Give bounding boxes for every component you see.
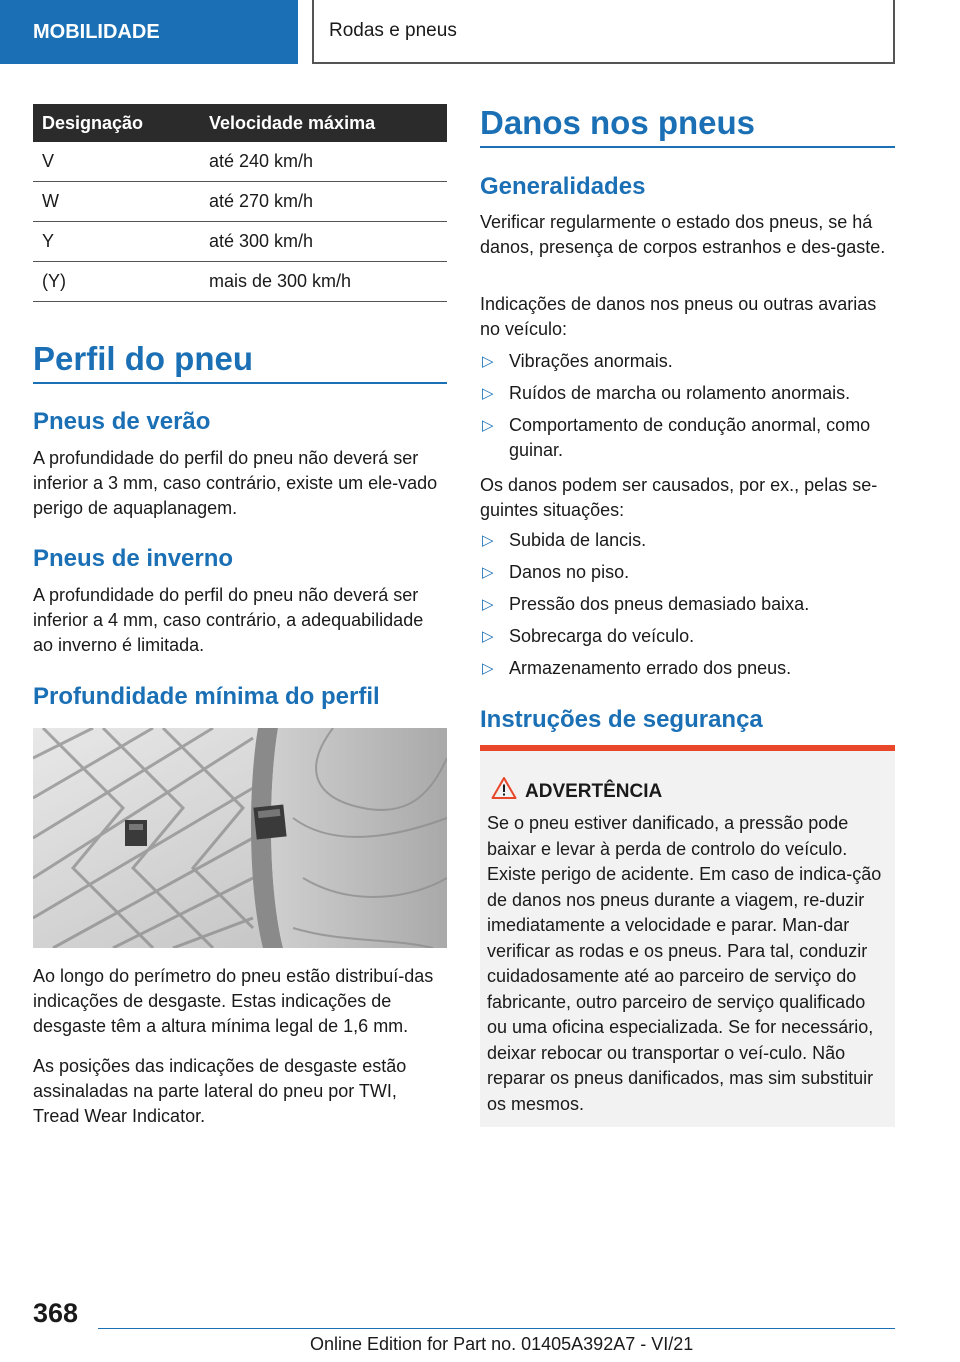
triangle-bullet-icon: ▷: [482, 628, 494, 645]
triangle-bullet-icon: ▷: [482, 564, 494, 581]
warning-triangle-icon: [491, 776, 517, 800]
list-item: ▷ Danos no piso.: [480, 560, 895, 585]
speed-table: [33, 104, 447, 302]
table-row: [33, 182, 447, 222]
perfil-title: Perfil do pneu: [33, 340, 447, 384]
verao-text: A profundidade do perfil do pneu não deverá ser inferior a 3 mm, caso contrário, existe um ele-vado perigo de aquaplanagem.: [33, 448, 438, 518]
list-item: ▷ Armazenamento errado dos pneus.: [480, 656, 895, 681]
edition-text: Online Edition for Part no. 01405A392A7 - VI/21: [310, 1334, 694, 1354]
list-item: ▷ Sobrecarga do veículo.: [480, 624, 895, 649]
table-cell: até 270 km/h: [200, 182, 447, 222]
list-item: ▷ Pressão dos pneus demasiado baixa.: [480, 592, 895, 617]
table-header-row: [33, 104, 447, 142]
chapter-label: Rodas e pneus: [329, 20, 457, 41]
indicacoes-list: [480, 349, 895, 470]
inverno-text: A profundidade do perfil do pneu não deverá ser inferior a 4 mm, caso contrário, a adequabilidade ao inverno é limitada.: [33, 585, 424, 655]
causas-list: [480, 528, 895, 688]
inverno-heading: Pneus de inverno: [33, 545, 234, 572]
minima-heading: Profundidade mínima do perfil: [33, 683, 380, 710]
table-row: [33, 222, 447, 262]
page-number: 368: [33, 1298, 79, 1328]
danos-title: Danos nos pneus: [480, 104, 895, 148]
section-label: MOBILIDADE: [33, 20, 160, 43]
tire-tread-illustration: [33, 728, 447, 948]
causas-text: Os danos podem ser causados, por ex., pelas se-guintes situações:: [480, 475, 878, 520]
table-cell: até 240 km/h: [200, 142, 447, 182]
list-item: ▷ Subida de lancis.: [480, 528, 895, 553]
triangle-bullet-icon: ▷: [482, 385, 494, 402]
table-cell: V: [33, 142, 200, 182]
triangle-bullet-icon: ▷: [482, 353, 494, 370]
table-cell: mais de 300 km/h: [200, 262, 447, 302]
list-item: ▷ Vibrações anormais.: [480, 349, 895, 374]
triangle-bullet-icon: ▷: [482, 660, 494, 677]
table-row: [33, 262, 447, 302]
footer-divider: [98, 1328, 895, 1329]
minima-text-1: Ao longo do perímetro do pneu estão distribuí-das indicações de desgaste. Estas indicações de desgaste têm a altura mínima legal de 1,6 mm.: [33, 966, 434, 1036]
section-tab: [0, 0, 298, 64]
list-item: ▷ Comportamento de condução anormal, como guinar.: [482, 415, 871, 460]
minima-text-2: As posições das indicações de desgaste estão assinaladas na parte lateral do pneu por TWI, Tread Wear Indicator.: [33, 1056, 407, 1126]
warning-text: Se o pneu estiver danificado, a pressão pode baixar e levar à perda de controlo do veículo. Existe perigo de acidente. Em caso de indica-ção de danos nos pneus durante a viagem, re-duzir imediatamente a velocidade e parar. Man-dar verificar as rodas e os pneus. Para tal, conduzir cuidadosamente até ao parceiro de serviço do fabricante, outro parceiro de serviço qualificado ou uma oficina especializada. Se for necessário, deixar rebocar ou transportar o veí-culo. Não reparar os pneus danificados, mas sim substituir os mesmos.: [487, 813, 882, 1114]
triangle-bullet-icon: ▷: [482, 532, 494, 549]
table-row: [33, 142, 447, 182]
generalidades-text: Verificar regularmente o estado dos pneus, se há danos, presença de corpos estranhos e des-gaste.: [480, 212, 886, 257]
column-header: Designação: [33, 104, 200, 142]
triangle-bullet-icon: ▷: [482, 596, 494, 613]
generalidades-heading: Generalidades: [480, 173, 646, 200]
chapter-tab: [312, 0, 895, 64]
warning-box: [480, 745, 895, 1127]
verao-heading: Pneus de verão: [33, 408, 211, 435]
seguranca-heading: Instruções de segurança: [480, 706, 763, 733]
list-item: ▷ Ruídos de marcha ou rolamento anormais.: [480, 381, 895, 406]
table-cell: Y: [33, 222, 200, 262]
table-cell: (Y): [33, 262, 200, 302]
column-header: Velocidade máxima: [200, 104, 447, 142]
table-cell: W: [33, 182, 200, 222]
tire-tread-photo: [33, 728, 447, 948]
warning-title: ADVERTÊNCIA: [525, 781, 663, 802]
table-cell: até 300 km/h: [200, 222, 447, 262]
triangle-bullet-icon: ▷: [482, 417, 494, 434]
indicacoes-text: Indicações de danos nos pneus ou outras avarias no veículo:: [480, 294, 877, 339]
